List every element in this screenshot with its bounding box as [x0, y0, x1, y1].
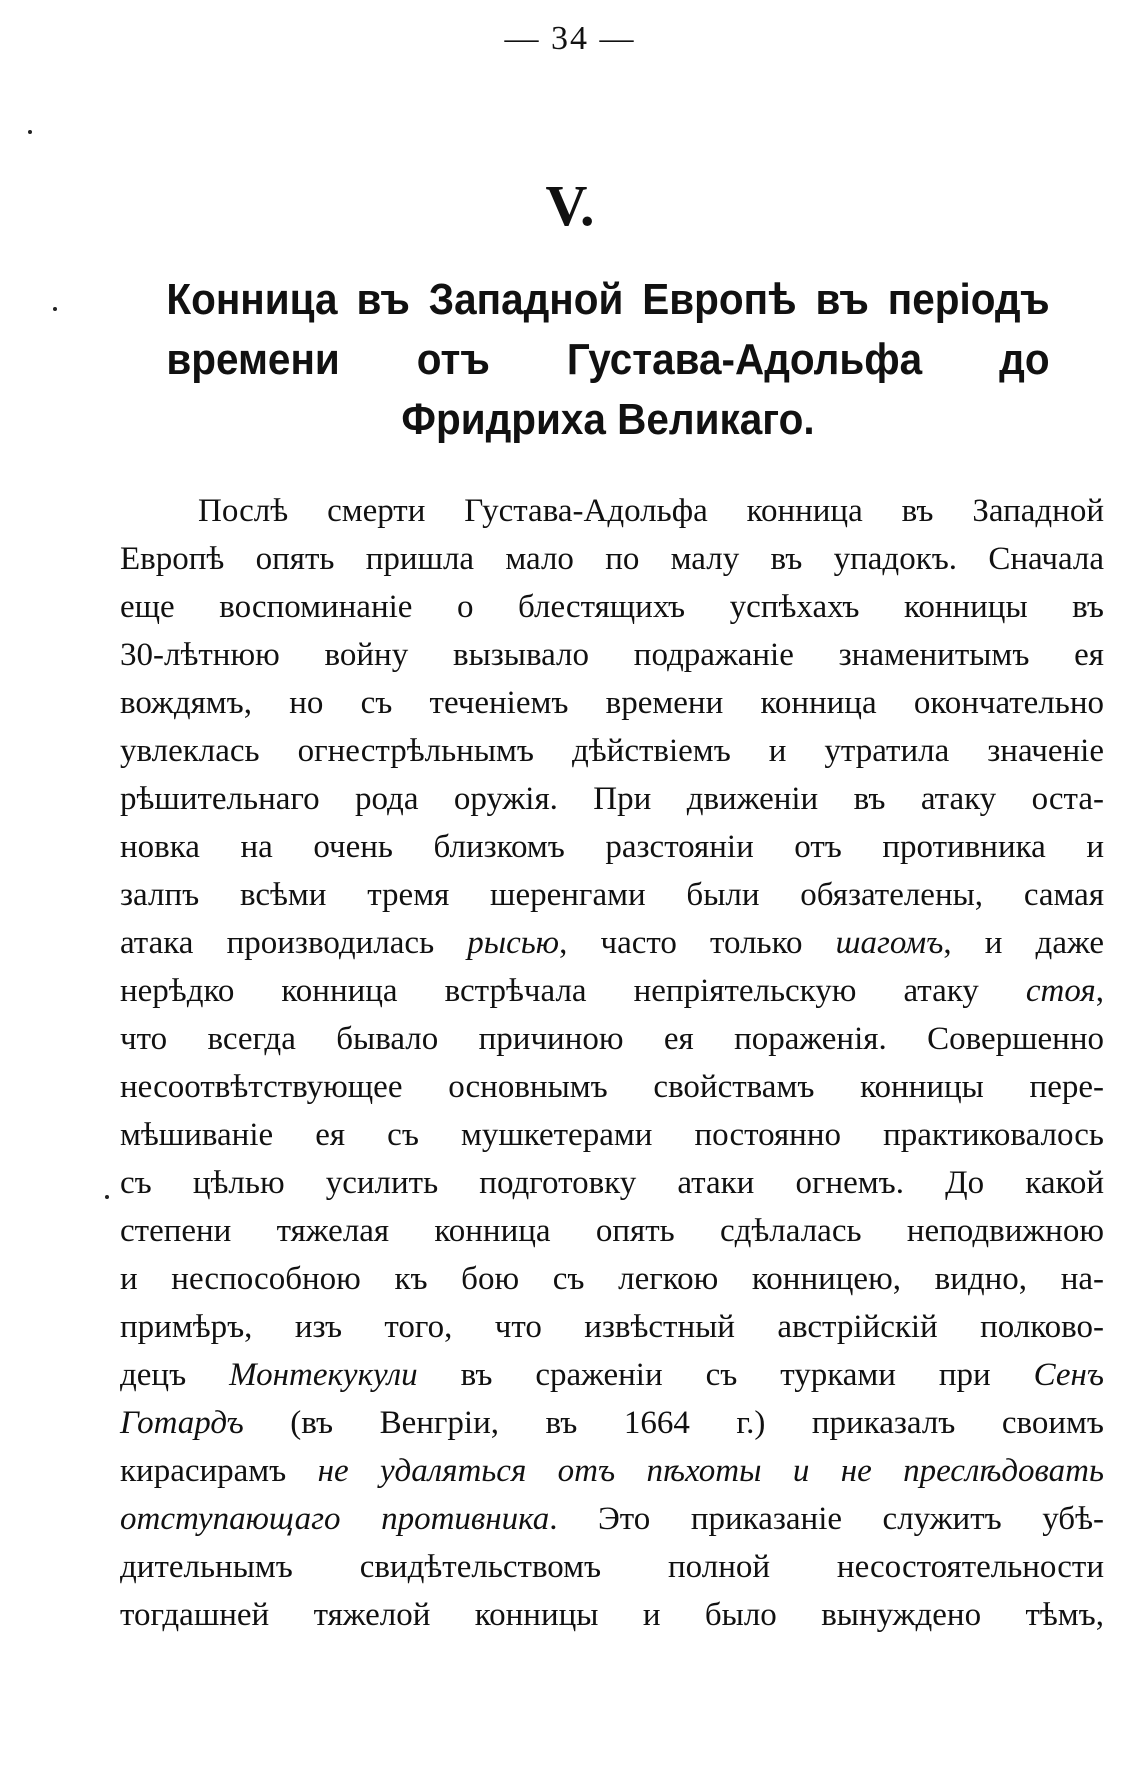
text-line: Европѣ опять пришла мало по малу въ упадокъ. Сначала: [120, 541, 1104, 577]
text-line: несоотвѣтствующее основнымъ свойствамъ конницы пере-: [120, 1069, 1104, 1105]
print-speck: [28, 130, 32, 134]
italic-place: Сенъ: [1033, 1357, 1105, 1393]
text-line: атака производилась рысью, часто только шагомъ, и даже: [120, 925, 1105, 961]
italic-name: Монтекукули: [229, 1357, 418, 1393]
text-line: кирасирамъ не удаляться отъ пѣхоты и не преслѣдовать: [120, 1453, 1104, 1489]
italic-quote: отступающаго противника: [120, 1501, 550, 1537]
text-line: еще воспоминаніе о блестящихъ успѣхахъ конницы въ: [120, 589, 1104, 625]
text-line: мѣшиваніе ея съ мушкетерами постоянно практиковалось: [120, 1117, 1104, 1153]
text-line: залпъ всѣми тремя шеренгами были обязателены, самая: [120, 877, 1104, 913]
text-line: рѣшительнаго рода оружія. При движеніи въ атаку оста-: [120, 781, 1104, 817]
print-speck: [53, 307, 57, 311]
chapter-title: Конница въ Западной Европѣ въ періодъ времени отъ Густава-Адольфа до Фридриха Великаго.: [166, 275, 1050, 444]
text-line: и неспособною къ бою съ легкою конницею, видно, на-: [120, 1261, 1104, 1297]
body-text: [120, 487, 1104, 1639]
text-line: Послѣ смерти Густава-Адольфа конница въ Западной: [198, 493, 1104, 529]
text-line: новка на очень близкомъ разстояніи отъ противника и: [120, 829, 1104, 865]
italic-word: стоя: [1025, 973, 1096, 1009]
text-line: съ цѣлью усилить подготовку атаки огнемъ. До какой: [120, 1165, 1104, 1201]
text-line: увлеклась огнестрѣльнымъ дѣйствіемъ и утратила значеніе: [120, 733, 1104, 769]
text-line: что всегда бывало причиною ея пораженія. Совершенно: [120, 1021, 1104, 1057]
text-line: отступающаго противника. Это приказаніе служитъ убѣ-: [120, 1501, 1104, 1537]
text-line: тогдашней тяжелой конницы и было вынуждено тѣмъ,: [120, 1597, 1104, 1633]
chapter-numeral: V.: [545, 173, 595, 238]
text-line: вождямъ, но съ теченіемъ времени конница окончательно: [120, 685, 1104, 721]
print-speck: [105, 1195, 109, 1199]
italic-place: Готардъ: [120, 1405, 244, 1441]
italic-word: рысью: [467, 925, 560, 961]
page-number: — 34 —: [504, 20, 636, 57]
text-line: примѣръ, изъ того, что извѣстный австрійскій полково-: [120, 1309, 1104, 1345]
italic-quote: не удаляться отъ пѣхоты и не преслѣдовать: [317, 1453, 1104, 1489]
text-line: децъ Монтекукули въ сраженіи съ турками при Сенъ: [120, 1357, 1105, 1393]
text-line: дительнымъ свидѣтельствомъ полной несостоятельности: [120, 1549, 1104, 1585]
text-line: степени тяжелая конница опять сдѣлалась неподвижною: [120, 1213, 1104, 1249]
italic-word: шагомъ: [835, 925, 944, 961]
text-line: Готардъ (въ Венгріи, въ 1664 г.) приказалъ своимъ: [120, 1405, 1104, 1441]
text-line: 30-лѣтнюю войну вызывало подражаніе знаменитымъ ея: [120, 637, 1104, 673]
text-line: нерѣдко конница встрѣчала непріятельскую атаку стоя,: [120, 973, 1104, 1009]
